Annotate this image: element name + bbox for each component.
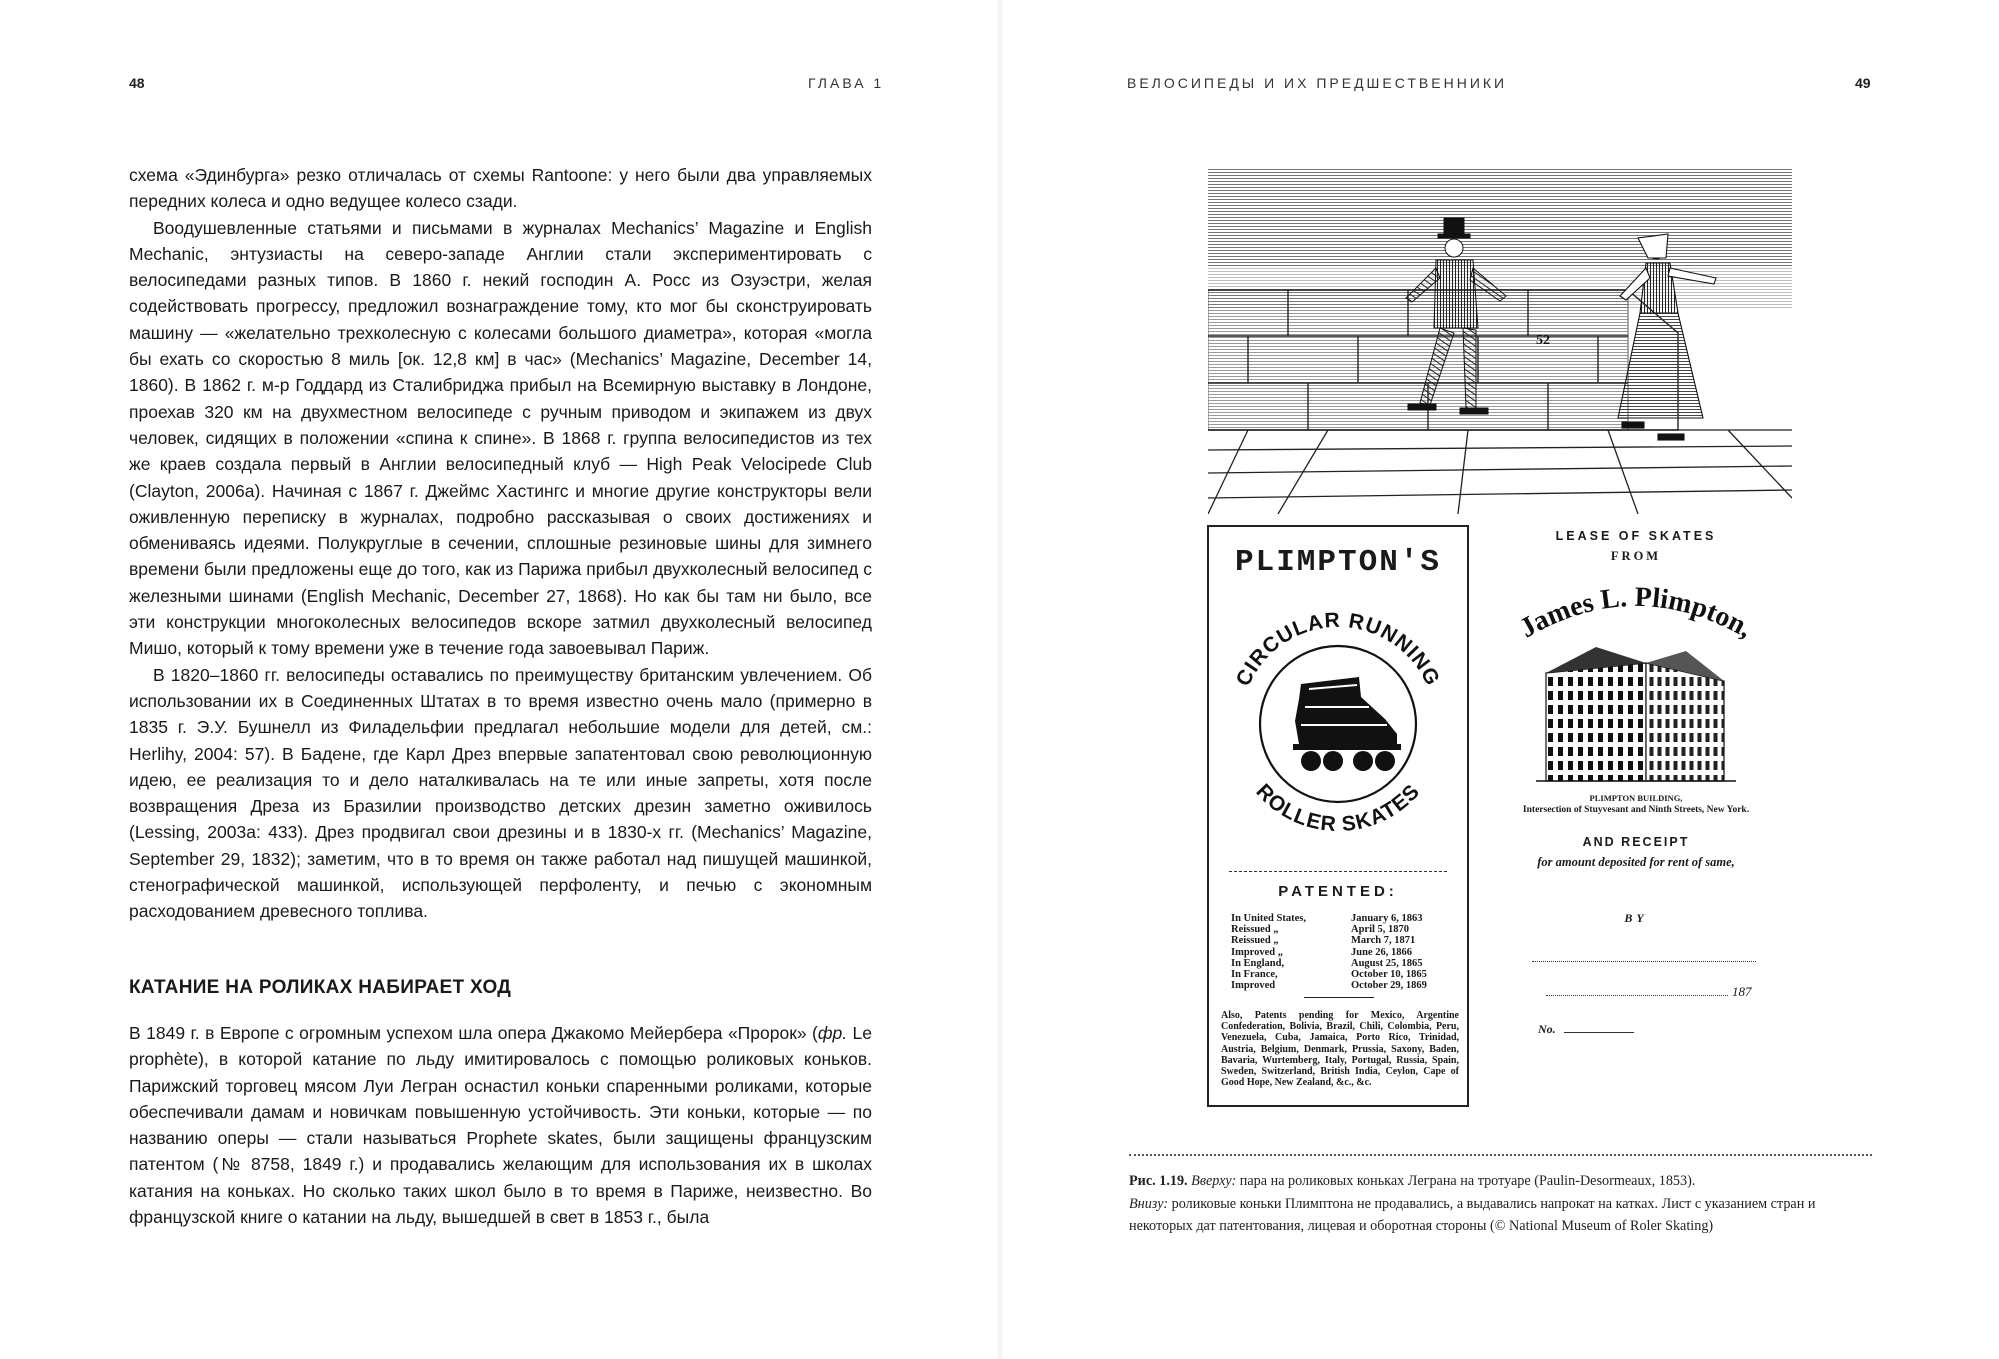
divider-line [1229,871,1447,872]
plimpton-building-engraving [1536,633,1736,785]
skating-couple-engraving [1208,168,1792,514]
paragraph-text: В 1849 г. в Европе с огромным успехом шла опера Джакомо Мейербера «Пророк» ( [129,1023,818,1043]
italic-abbreviation: фр. [817,1023,848,1043]
receipt-heading: AND RECEIPT [1582,835,1690,849]
patent-row: In United States, January 6, 1863 [1231,913,1423,924]
form-line [1532,961,1756,962]
section-heading: КАТАНИЕ НА РОЛИКАХ НАБИРАЕТ ХОД [129,977,512,998]
from-label: FROM [1610,549,1662,563]
paragraph [129,1020,872,1230]
ad-back-sheet [1480,525,1792,1107]
plimpton-name: James L. Plimpton, [1514,581,1758,645]
body-text-section [129,1020,872,1230]
running-head-right: ВЕЛОСИПЕДЫ И ИХ ПРЕДШЕСТВЕННИКИ [1127,75,1508,91]
by-label: BY [1624,911,1648,925]
page-number-left: 48 [129,75,145,91]
patents-pending-text: Also, Patents pending for Mexico, Argentine Confederation, Bolivia, Brazil, Chili, Colombia, Peru, Venezuela, Cuba, Jamaica, Porto Rico, Trinidad, Austria, Belgium, Denmark, Prussia, Saxony, Baden, Bavaria, Wurtemberg, Italy, Portugal, Russia, Spain, Sweden, Switzerland, British India, Ceylon, Cape of Good Hope, New Zealand, &c., &c. [1221,1010,1459,1089]
skate-emblem [1209,589,1467,839]
patent-row: Improved „ June 26, 1866 [1231,946,1412,958]
number-label: No. [1538,1022,1556,1036]
page-number-right: 49 [1855,75,1871,91]
year-label: 187 [1732,984,1752,999]
arc-text-bottom: ROLLER SKATES [1251,779,1425,837]
patent-list [1231,913,1457,991]
patent-row: In France, October 10, 1865 [1231,969,1427,981]
running-head-left: ГЛАВА 1 [808,75,885,91]
caption-divider [1129,1154,1872,1156]
roller-skate-icon [1293,677,1401,771]
svg-text:CIRCULAR RUNNING [1232,609,1445,690]
caption-bottom-word: Внизу: [1129,1195,1169,1212]
figure [1208,168,1792,1113]
caption-top-word: Вверху: [1191,1173,1237,1189]
patent-row: Reissued „ April 5, 1870 [1231,924,1410,936]
building-label: PLIMPTON BUILDING, [1589,793,1683,803]
ad-front-sheet [1207,525,1469,1107]
arc-text-top: CIRCULAR RUNNING [1231,608,1445,690]
patent-row: Improved October 29, 1869 [1231,980,1427,992]
caption-bottom-text: роликовые коньки Плимптона не продавались, а выдавались напрокат на катках. Лист с указанием стран и некоторых дат патентования, лицевая и оборотная стороны (© National Museum of Roler Skating) [1129,1195,1816,1234]
receipt-text: for amount deposited for rent of same, [1537,855,1735,869]
svg-text:ROLLER SKATES [1251,780,1424,837]
ornament-rule [1304,997,1374,998]
caption-line [1129,1193,1872,1238]
paragraph: В 1820–1860 гг. велосипеды оставались по преимуществу британским увлечением. Об использовании их в Соединенных Штатах в то время известно очень мало (примерно в 1835 г. Э.У. Бушнелл из Филадельфии предлагал небольшие модели для детей, см.: Herlihy, 2004: 57). В Бадене, где Карл Дрез впервые запатентовал свою революционную идею, ее реализация то и дело наталкивалась на те или иные запреты, хотя после возвращения Дреза из Бразилии производство детских дрезин заметно оживилось (Lessing, 2003a: 433). Дрез продвигал свои дрезины и в 1830-х гг. (Mechanics’ Magazine, September 29, 1832); заметим, что в то время он также работал над пишущей машинкой, стенографической машинкой, использующей перфоленту, и печью с экономным расходованием древесного топлива. [129,664,872,922]
caption-label: Рис. 1.19. [1129,1173,1188,1189]
patent-row: In England, August 25, 1865 [1231,957,1423,969]
wall-number: 52 [1536,333,1550,348]
form-line [1564,1032,1634,1033]
patented-heading: PATENTED: [1278,883,1398,900]
paragraph: Воодушевленные статьями и письмами в журналах Mechanics’ Magazine и English Mechanic, энтузиасты на северо-западе Англии стали экспериментировать с велосипедами разных типов. В 1860 г. некий господин А. Росс из Озуэстри, желая содействовать прогрессу, предложил вознаграждение тому, кто мог бы сконструировать машину — «желательно трехколесную с колесами большого диаметра», которая «могла бы ехать со скоростью 8 миль [ок. 12,8 км] в час» (Mechanics’ Magazine, December 14, 1860). В 1862 г. м-р Годдард из Сталибриджа прибыл на Всемирную выставку в Лондоне, проехав 320 км на двухместном велосипеде с ручным приводом и экипажем из двух человек, сидящих в положении «спина к спине». В 1868 г. группа велосипедистов из тех же краев создала первый в Англии велосипедный клуб — High Peak Velocipede Club (Clayton, 2006a). Начиная с 1867 г. Джеймс Хастингс и многие другие конструкторы вели оживленную переписку в журналах, подробно рассказывая о своих достижениях и обмениваясь идеями. Полукруглые в сечении, сплошные резиновые шины для зимнего времени были предложены еще до того, как из Парижа прибыл двухколесный велосипед с железными шинами (English Mechanic, December 27, 1868). Но как бы там ни было, все эти конструкции многоколесных велосипедов вскоре затмил двухколесный велосипед Мишо, который к тому времени уже в течение года завоевывал Париж. [129,217,872,659]
lease-heading: LEASE OF SKATES [1555,529,1717,543]
caption-line [1129,1170,1872,1193]
form-line [1546,995,1728,996]
patent-row: Reissued „ March 7, 1871 [1231,935,1416,947]
paragraph: схема «Эдинбурга» резко отличалась от схемы Rantoone: у него были два управляемых передних колеса и одно ведущее колесо сзади. [129,165,872,212]
plimpton-title: PLIMPTON'S [1234,545,1442,580]
building-address: Intersection of Stuyvesant and Ninth Streets, New York. [1522,805,1750,815]
caption-top-text: пара на роликовых коньках Леграна на тротуаре (Paulin-Desormeaux, 1853). [1236,1173,1696,1189]
figure-caption [1129,1170,1872,1238]
body-text-top [129,162,872,925]
right-page [1000,0,1999,1359]
paragraph-text: Le prophète), в которой катание по льду имитировалось с помощью роликовых коньков. Парижский торговец мясом Луи Легран оснастил коньки спаренными роликами, которые обеспечивали дамам и новичкам повышенную устойчивость. Эти коньки, которые — по названию оперы — стали называться Prophete skates, были защищены французским патентом (№ 8758, 1849 г.) и продавались желающим для использования их в школах катания на коньках. Но сколько таких школ было в то время в Париже, неизвестно. Во французской книге о катании на льду, вышедшей в свет в 1853 г., была [129,1023,873,1228]
